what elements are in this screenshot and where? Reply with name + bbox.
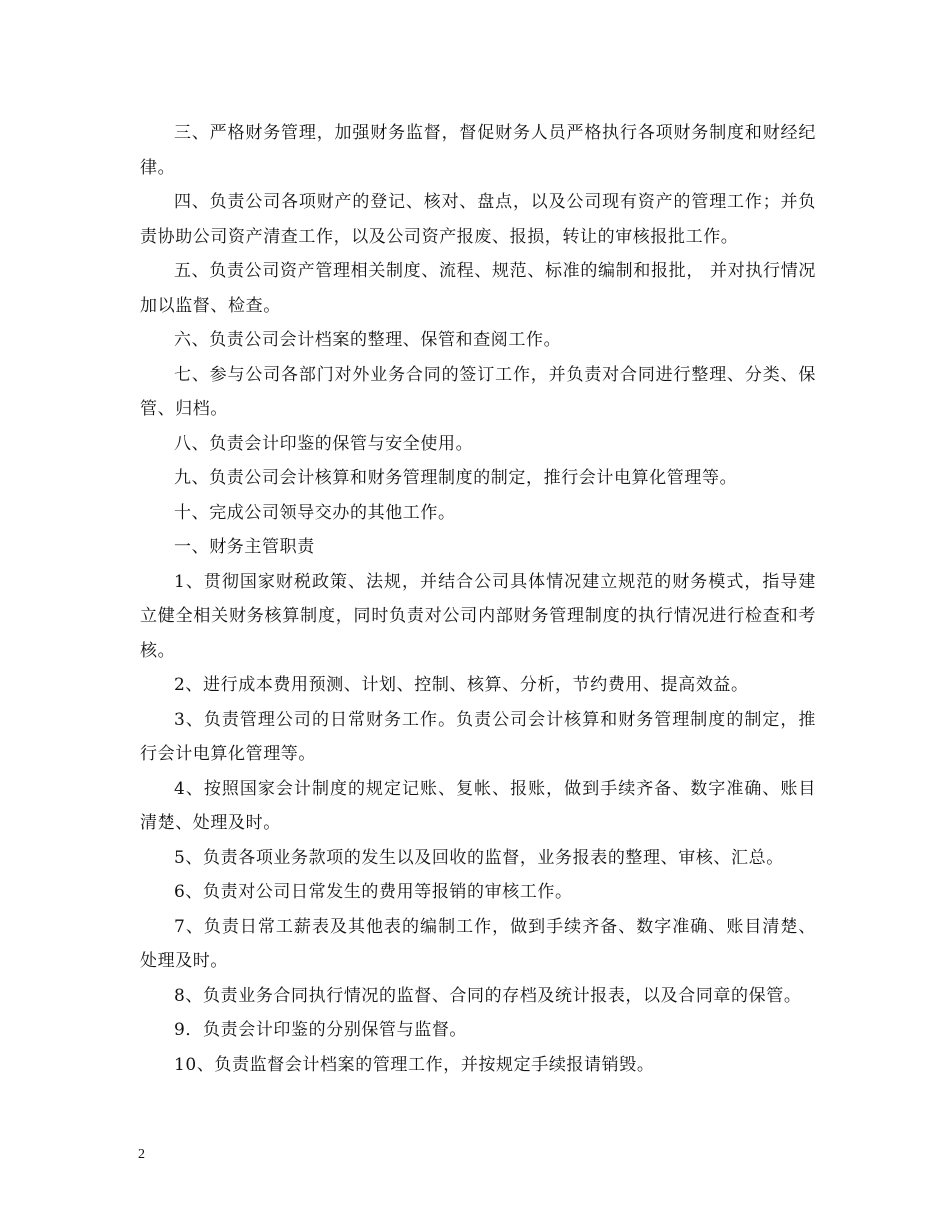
- document-body: [140, 116, 816, 1082]
- paragraph: 九、负责公司会计核算和财务管理制度的制定，推行会计电算化管理等。: [174, 468, 738, 488]
- paragraph: 6、负责对公司日常发生的费用等报销的审核工作。: [174, 882, 573, 902]
- paragraph: 2、进行成本费用预测、计划、控制、核算、分析，节约费用、提高效益。: [174, 675, 749, 695]
- paragraph: 5、负责各项业务款项的发生以及回收的监督，业务报表的整理、审核、汇总。: [174, 847, 784, 868]
- paragraph: 7、负责日常工薪表及其他表的编制工作，做到手续齐备、数字准确、账目清楚、处理及时。: [140, 916, 816, 971]
- paragraph: 3、负责管理公司的日常财务工作。负责公司会计核算和财务管理制度的制定，推行会计电算化管理等。: [140, 709, 816, 764]
- paragraph: 八、负责会计印鉴的保管与安全使用。: [174, 433, 474, 454]
- paragraph: 十、完成公司领导交办的其他工作。: [174, 502, 456, 523]
- paragraph: 四、负责公司各项财产的登记、核对、盘点，以及公司现有资产的管理工作；并负责协助公司资产清查工作，以及公司资产报废、报损，转让的审核报批工作。: [140, 192, 816, 247]
- paragraph: 8、负责业务合同执行情况的监督、合同的存档及统计报表，以及合同章的保管。: [174, 985, 802, 1006]
- paragraph: 1、贯彻国家财税政策、法规，并结合公司具体情况建立规范的财务模式，指导建立健全相关财务核算制度，同时负责对公司内部财务管理制度的执行情况进行检查和考核。: [140, 571, 816, 661]
- paragraph: 七、参与公司各部门对外业务合同的签订工作，并负责对合同进行整理、分类、保管、归档。: [140, 364, 816, 419]
- paragraph: 10、负责监督会计档案的管理工作，并按规定手续报请销毁。: [174, 1054, 655, 1075]
- paragraph: 三、严格财务管理，加强财务监督，督促财务人员严格执行各项财务制度和财经纪律。: [140, 123, 816, 178]
- paragraph: 六、负责公司会计档案的整理、保管和查阅工作。: [174, 330, 562, 350]
- paragraph: 9．负责会计印鉴的分别保管与监督。: [174, 1020, 468, 1040]
- paragraph: 4、按照国家会计制度的规定记账、复帐、报账，做到手续齐备、数字准确、账目清楚、处理及时。: [140, 778, 816, 833]
- section-heading: 一、财务主管职责: [174, 537, 315, 557]
- paragraph: 五、负责公司资产管理相关制度、流程、规范、标准的编制和报批， 并对执行情况加以监督、检查。: [140, 261, 816, 316]
- page-number: 2: [138, 1147, 145, 1162]
